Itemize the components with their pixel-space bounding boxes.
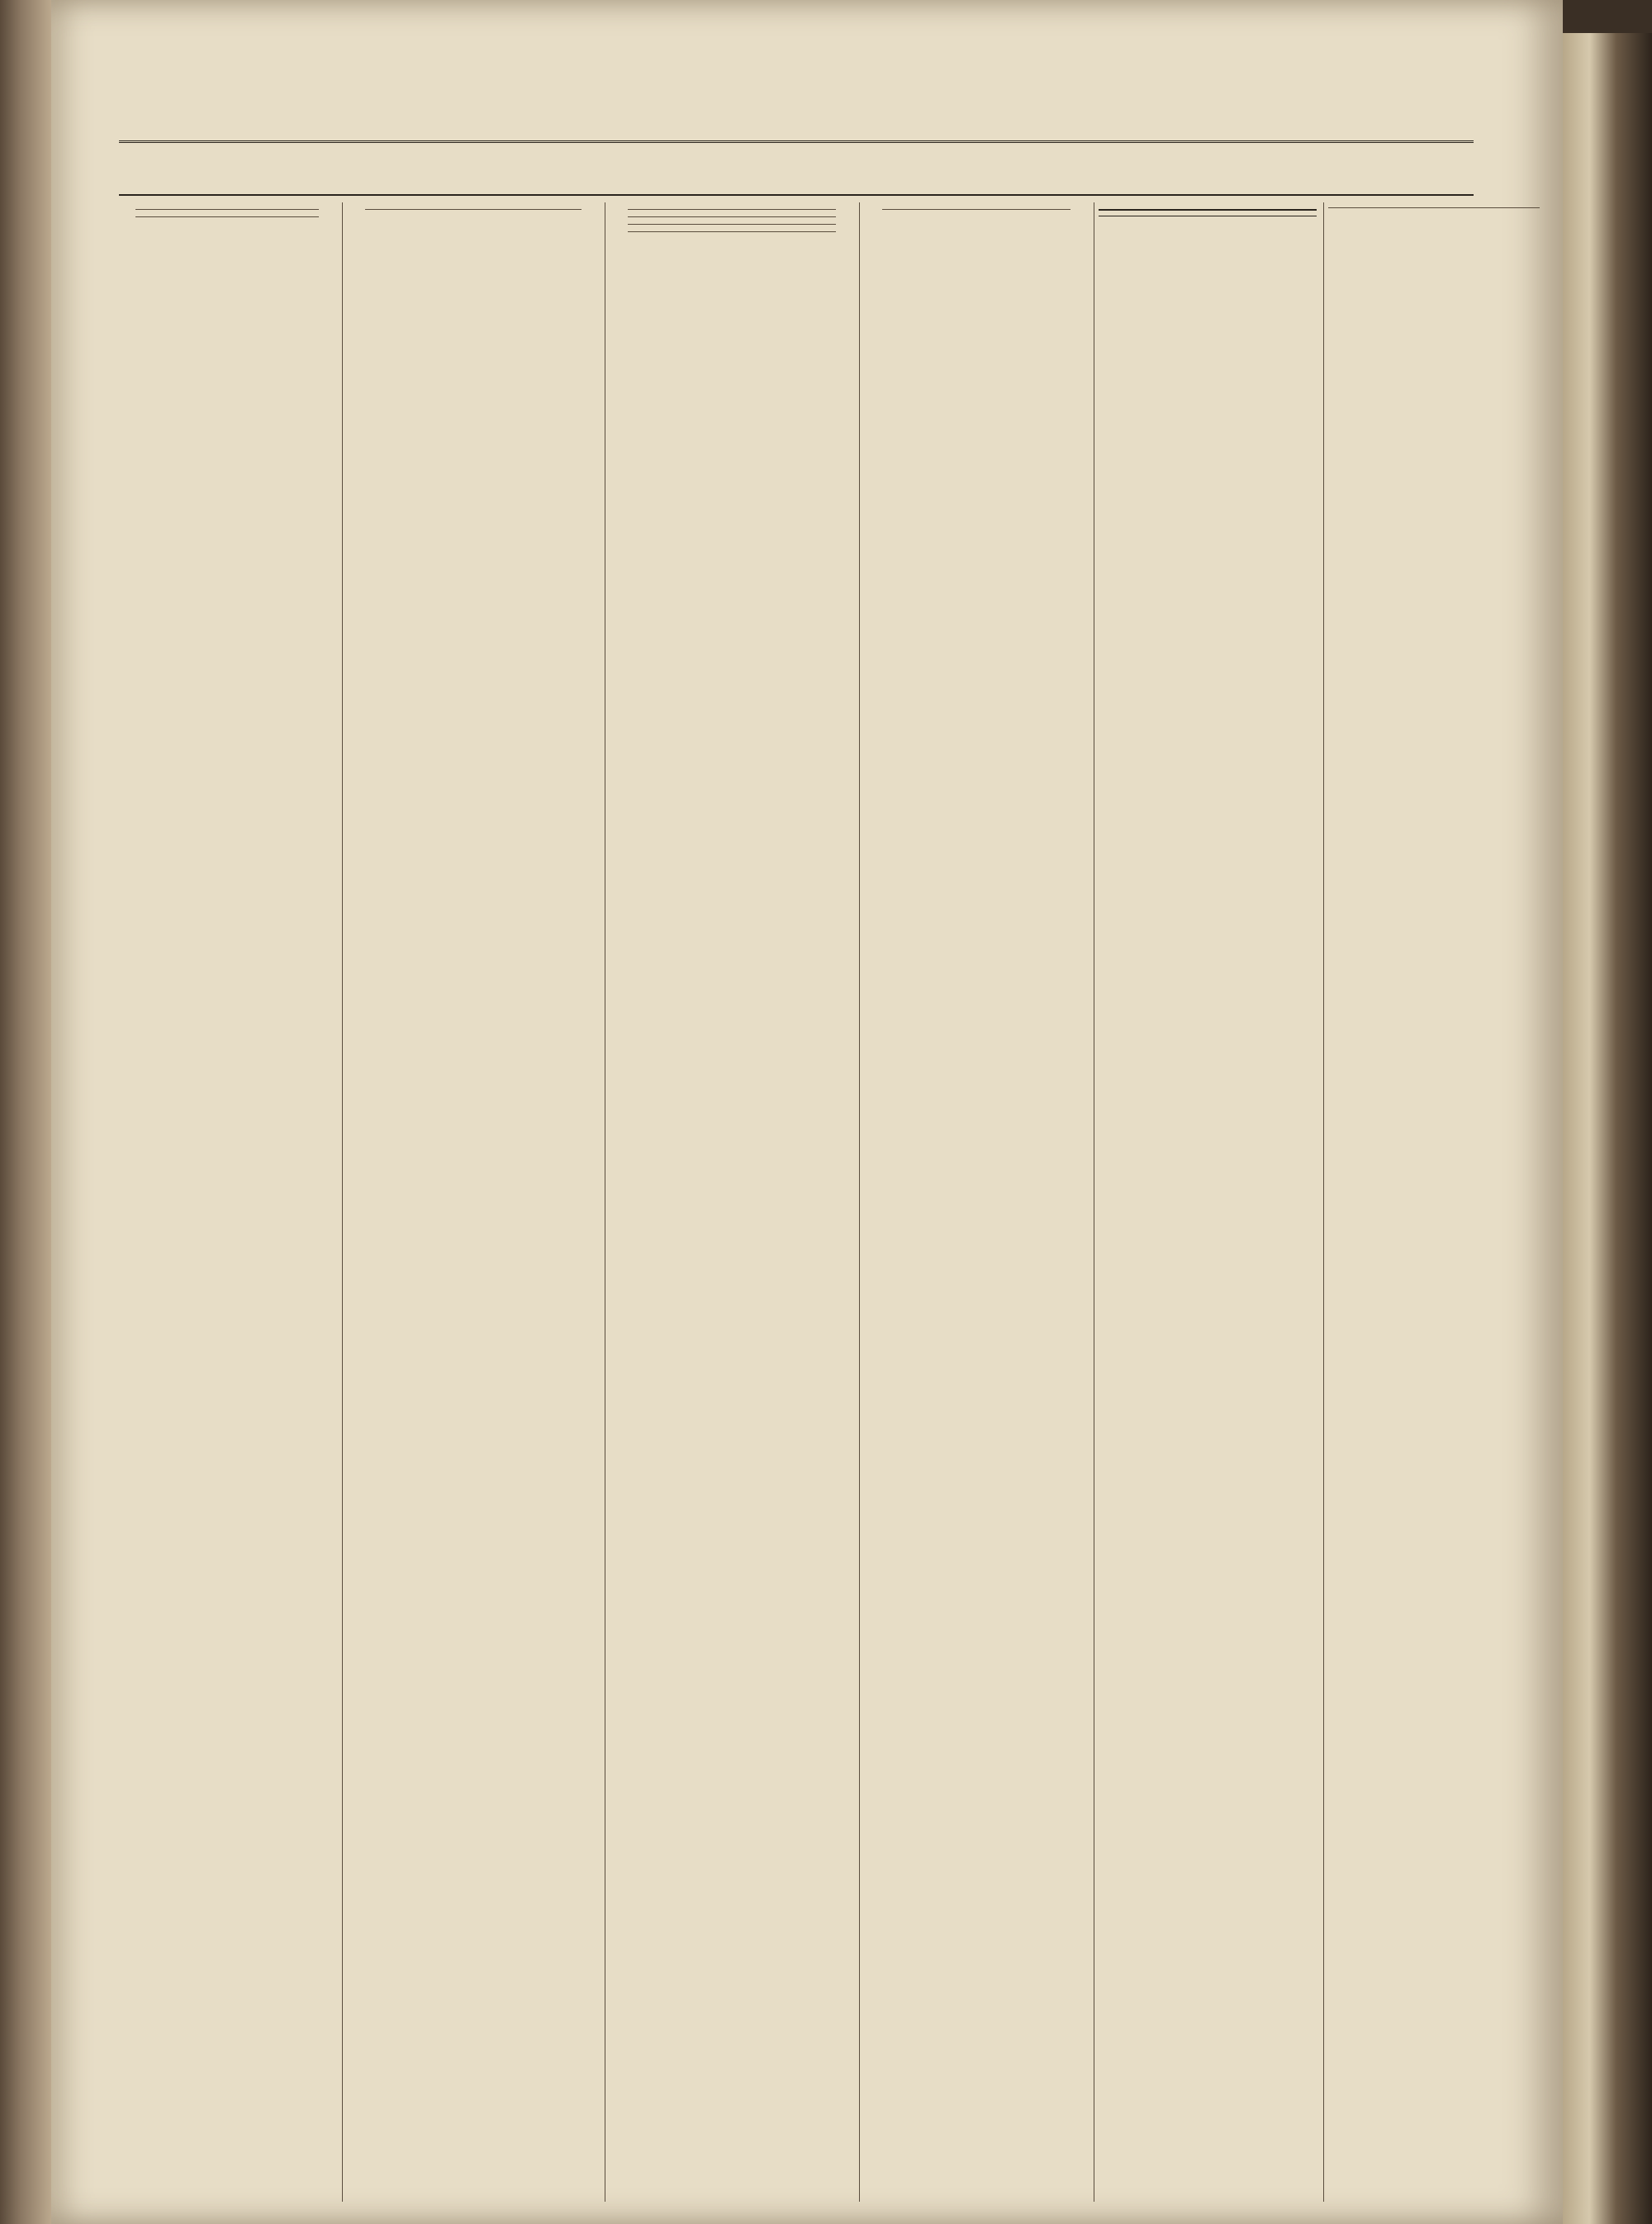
divider (628, 209, 836, 210)
divider (628, 231, 836, 232)
divider (628, 224, 836, 225)
masthead (119, 140, 1474, 196)
divider (628, 216, 836, 217)
divider (135, 209, 319, 210)
price-current-title (1099, 209, 1317, 216)
column-6 (1328, 202, 1540, 2202)
book-binding (0, 0, 51, 2224)
divider (1328, 207, 1540, 208)
column-5 (1099, 202, 1317, 2202)
page-edge (1563, 33, 1652, 2224)
column-rule (1323, 202, 1324, 2202)
column-2 (349, 202, 598, 2202)
divider (882, 209, 1070, 210)
column-3 (611, 202, 852, 2202)
column-1 (119, 202, 335, 2202)
column-rule (859, 202, 860, 2202)
divider (135, 216, 319, 217)
column-4 (866, 202, 1087, 2202)
divider (365, 209, 582, 210)
column-rule (342, 202, 343, 2202)
newspaper-page (51, 0, 1563, 2224)
